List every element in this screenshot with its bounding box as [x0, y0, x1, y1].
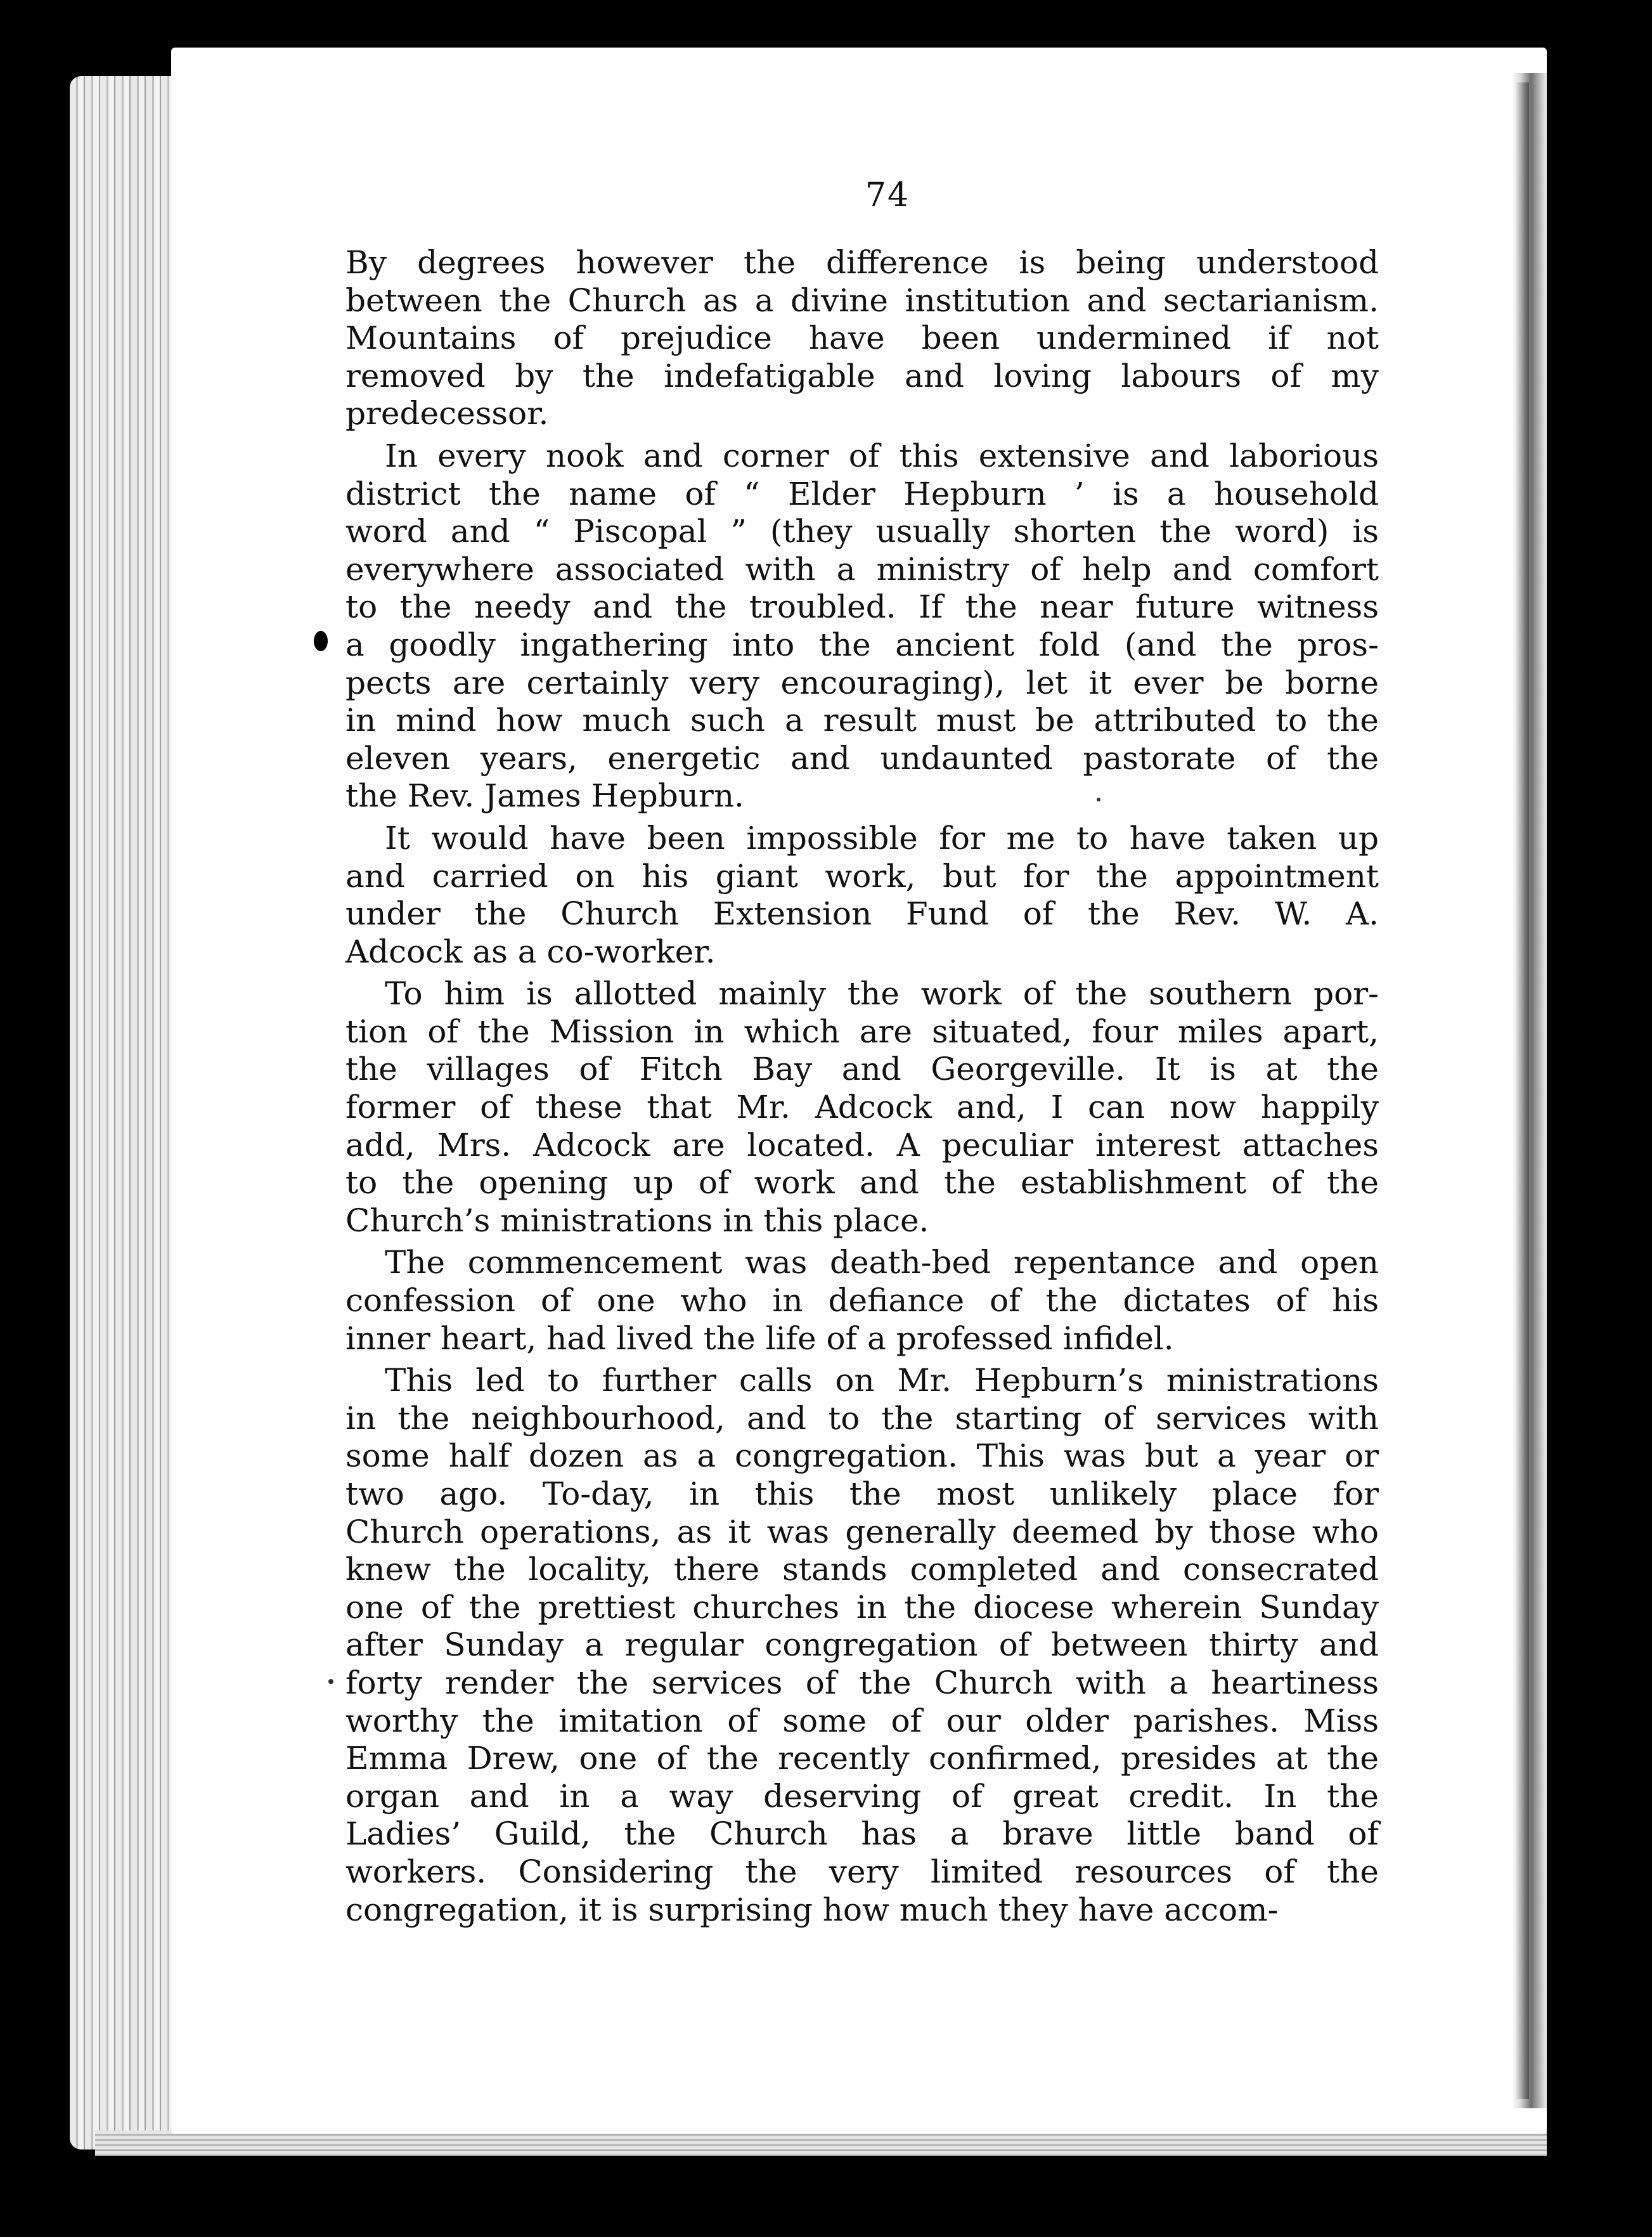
text-line: in the neighbourhood, and to the starting of services with — [345, 1399, 1379, 1437]
text-line: in mind how much such a result must be attributed to the — [345, 702, 1379, 739]
text-line: two ago. To-day, in this the most unlikely place for — [345, 1475, 1379, 1512]
text-line: forty render the services of the Church with a heartiness — [345, 1664, 1379, 1701]
paragraph — [345, 244, 1379, 433]
margin-speck — [328, 1679, 333, 1684]
text-line: Church operations, as it was generally deemed by those who — [345, 1513, 1379, 1550]
text-line: everywhere associated with a ministry of help and comfort — [345, 550, 1379, 588]
text-line: word and “ Piscopal ” (they usually shorten the word) is — [345, 513, 1379, 550]
text-line: predecessor. — [345, 395, 549, 432]
text-line: The commencement was death-bed repentance and open — [385, 1244, 1379, 1281]
text-line: to the opening up of work and the establishment of the — [345, 1164, 1379, 1202]
text-line: Adcock as a co-worker. — [345, 933, 716, 970]
paragraph — [345, 1244, 1379, 1358]
text-line: workers. Considering the very limited resources of the — [345, 1853, 1379, 1890]
text-line: and carried on his giant work, but for the appointment — [345, 857, 1379, 895]
text-line: Church’s ministrations in this place. — [345, 1202, 929, 1239]
text-line: under the Church Extension Fund of the Rev. W. A. — [345, 895, 1379, 933]
text-line: removed by the indefatigable and loving labours of my — [345, 357, 1379, 394]
paragraph-gap — [345, 433, 1379, 438]
text-line: Mountains of prejudice have been undermined if not — [345, 320, 1379, 357]
text-line: organ and in a way deserving of great credit. In the — [345, 1777, 1379, 1815]
text-line: knew the locality, there stands completed and consecrated — [345, 1551, 1379, 1588]
paragraph-gap — [345, 1240, 1379, 1244]
text-line: tion of the Mission in which are situated, four miles apart, — [345, 1013, 1379, 1050]
page-stack-edges — [70, 76, 184, 2149]
text-line: the Rev. James Hepburn. — [345, 777, 744, 815]
text-line: In every nook and corner of this extensive and laborious — [385, 437, 1379, 474]
body-text — [345, 244, 1379, 1929]
text-line: a goodly ingathering into the ancient fold (and the pros- — [345, 626, 1379, 663]
text-line: confession of one who in defiance of the dictates of his — [345, 1282, 1379, 1320]
text-line: to the needy and the troubled. If the near future witness — [345, 588, 1379, 626]
paragraph-gap — [345, 971, 1379, 975]
paragraph — [345, 975, 1379, 1240]
gutter-shadow — [1515, 82, 1529, 2099]
text-line: the villages of Fitch Bay and Georgeville. It is at the — [345, 1051, 1379, 1088]
text-line: between the Church as a divine institution and sectarianism. — [345, 282, 1379, 319]
text-line: one of the prettiest churches in the diocese wherein Sunday — [345, 1588, 1379, 1626]
paragraph-gap — [345, 1358, 1379, 1362]
text-line: add, Mrs. Adcock are located. A peculiar interest attaches — [345, 1126, 1379, 1164]
text-line: some half dozen as a congregation. This was but a year or — [345, 1437, 1379, 1475]
paragraph-gap — [345, 815, 1379, 820]
text-line: congregation, it is surprising how much they have accom- — [345, 1891, 1279, 1928]
text-line: worthy the imitation of some of our older parishes. Miss — [345, 1702, 1379, 1739]
text-line: To him is allotted mainly the work of the southern por- — [385, 975, 1379, 1013]
text-line: pects are certainly very encouraging), let it ever be borne — [345, 664, 1379, 701]
text-line: district the name of “ Elder Hepburn ’ is a household — [345, 475, 1379, 512]
text-line: It would have been impossible for me to have taken up — [385, 819, 1379, 857]
paragraph — [345, 820, 1379, 971]
text-line: By degrees however the difference is being understood — [345, 244, 1379, 281]
page-stack-bottom — [95, 2130, 1547, 2156]
text-line: inner heart, had lived the life of a professed infidel. — [345, 1320, 1174, 1357]
text-line: eleven years, energetic and undaunted pastorate of the — [345, 739, 1379, 777]
page-number: 74 — [865, 176, 910, 214]
text-line: former of these that Mr. Adcock and, I can now happily — [345, 1089, 1379, 1126]
text-line: after Sunday a regular congregation of between thirty and — [345, 1626, 1379, 1664]
paragraph — [345, 438, 1379, 815]
margin-ink-blot — [314, 631, 328, 651]
text-line: Ladies’ Guild, the Church has a brave little band of — [345, 1815, 1379, 1853]
text-line: Emma Drew, one of the recently confirmed, presides at the — [345, 1740, 1379, 1777]
text-line: This led to further calls on Mr. Hepburn’s ministrations — [385, 1362, 1379, 1399]
paragraph — [345, 1362, 1379, 1929]
